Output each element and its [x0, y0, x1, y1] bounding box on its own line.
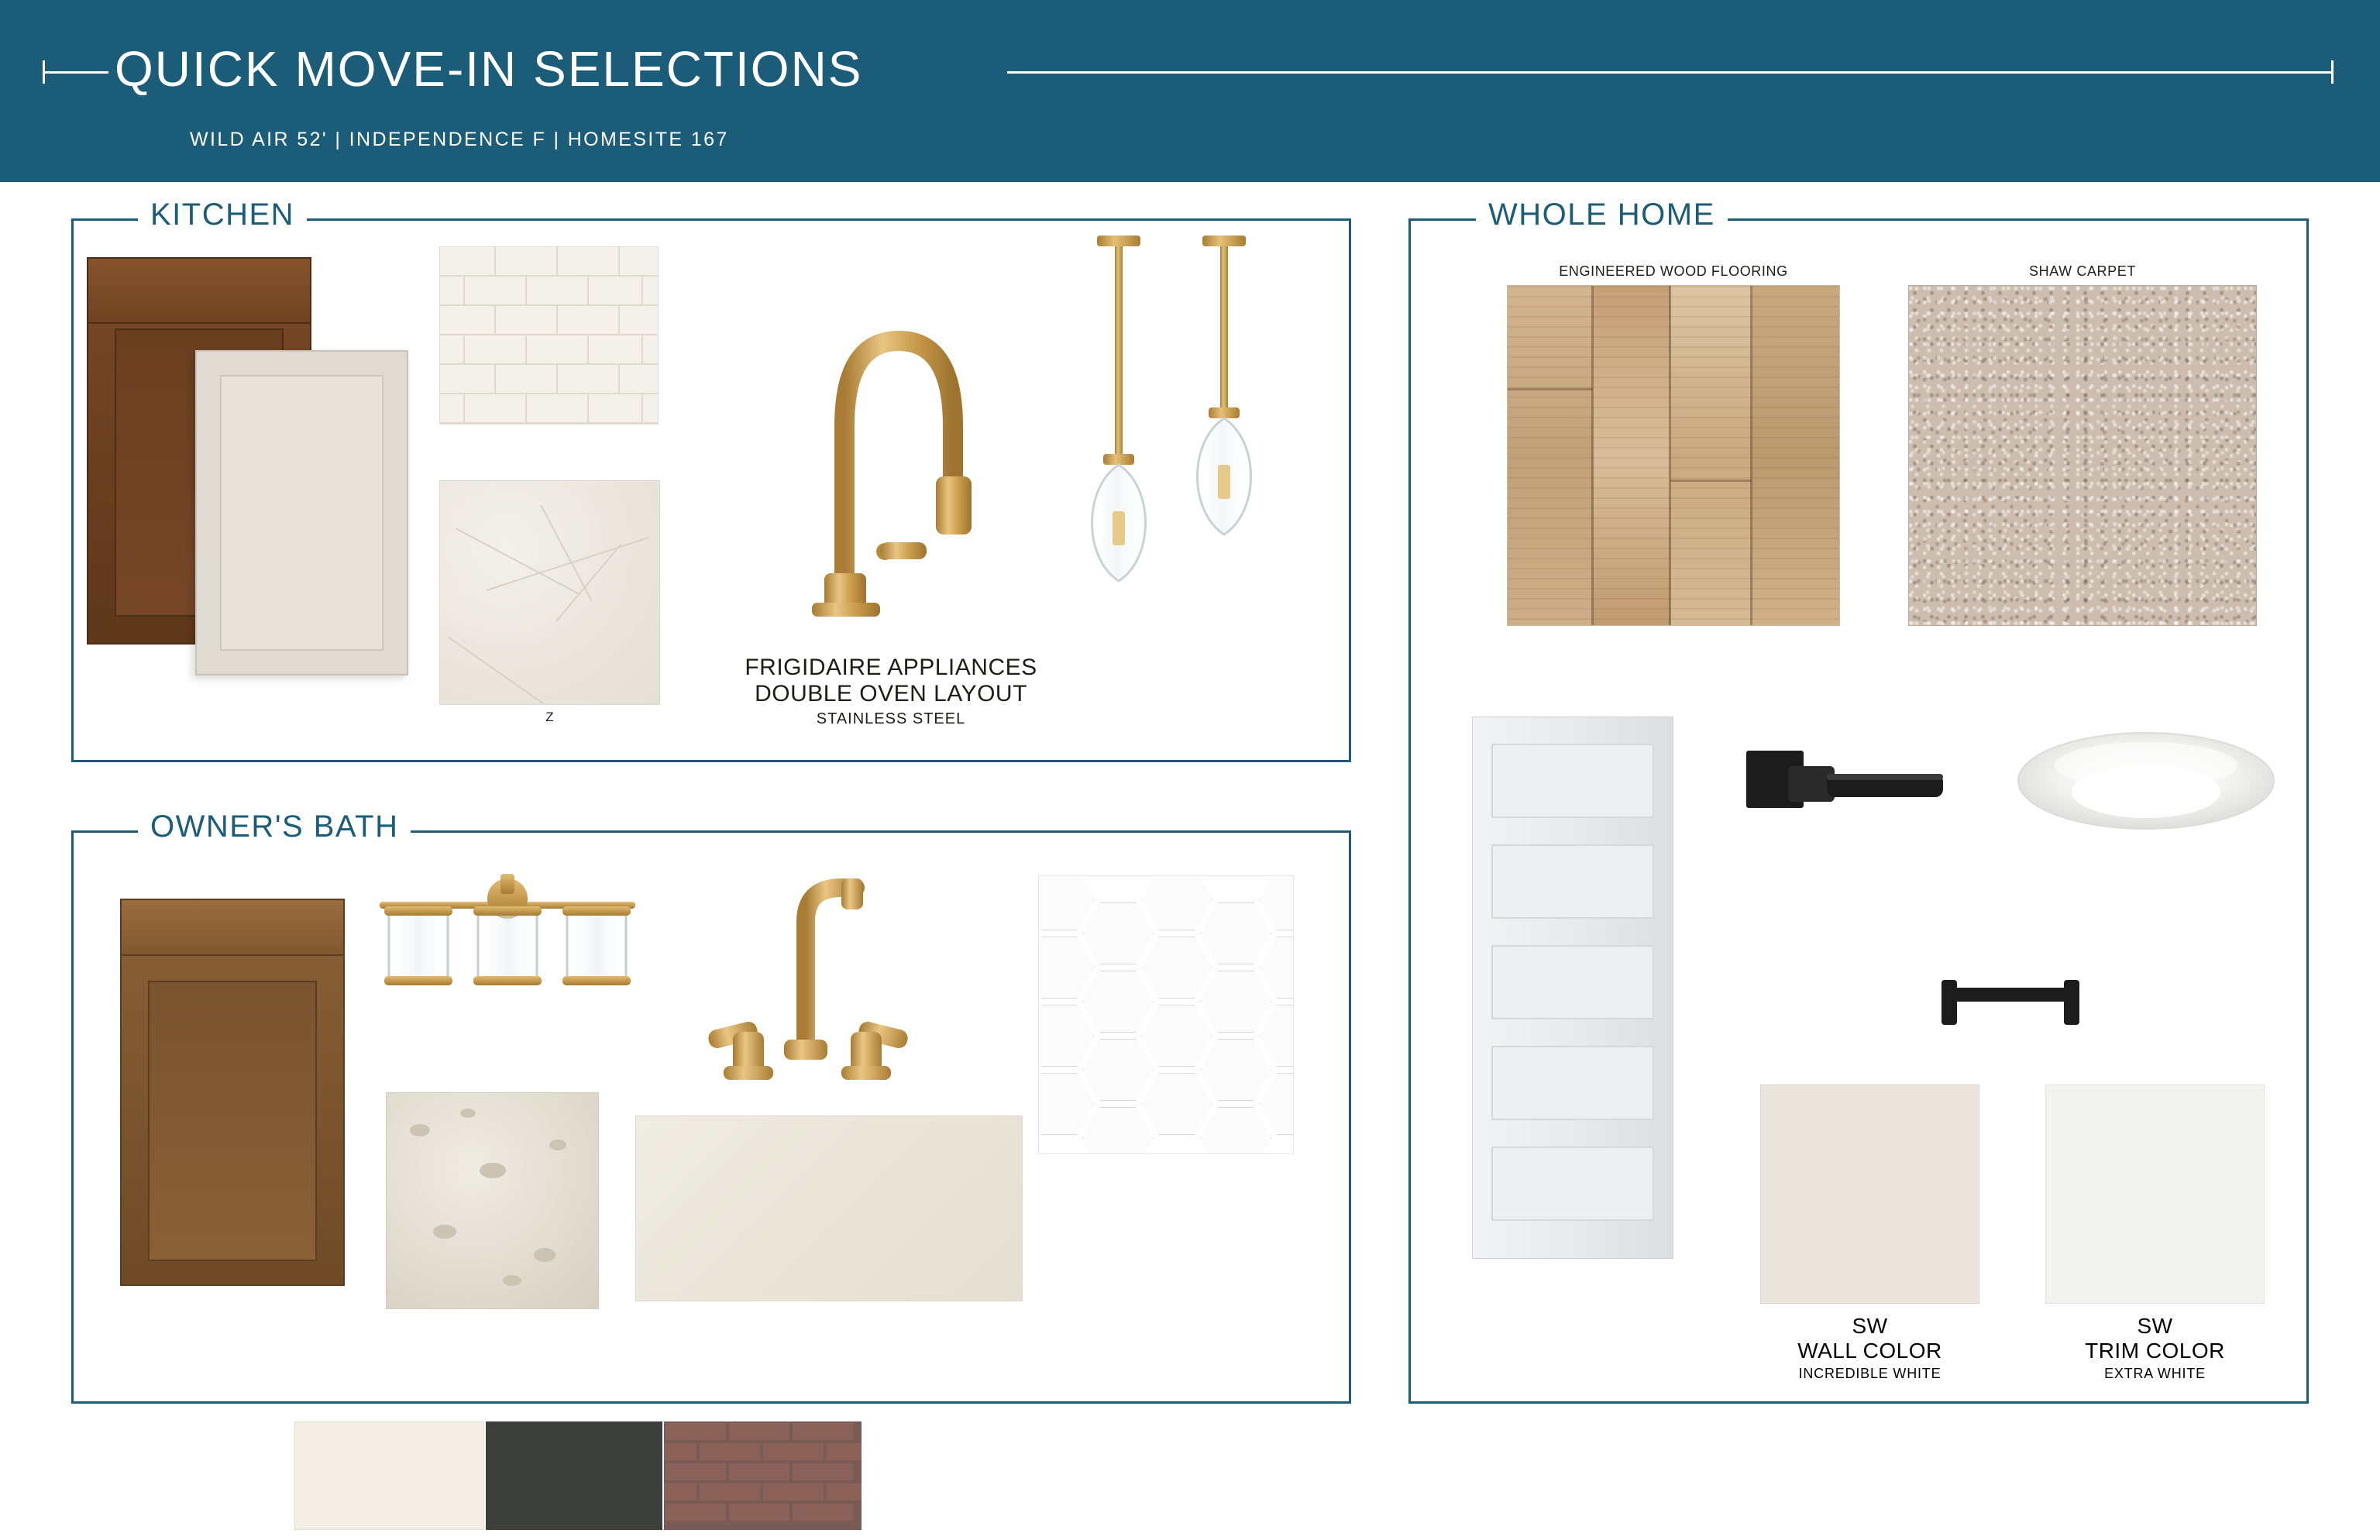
header-rule-cap-right — [2331, 60, 2334, 84]
appliance-line-2: DOUBLE OVEN LAYOUT — [755, 681, 1027, 706]
cabinet-top-rail — [88, 259, 310, 324]
page-subtitle: WILD AIR 52' | INDEPENDENCE F | HOMESITE 167 — [190, 129, 729, 150]
header-rule-right — [1007, 71, 2334, 74]
trim-paint-swatch — [2045, 1085, 2265, 1304]
kitchen-countertop-caption: Z — [545, 710, 554, 724]
bath-wood-vanity-door — [120, 899, 345, 1286]
door-lever-hardware — [1743, 740, 1952, 848]
trim-paint-label: TRIM COLOR — [2085, 1339, 2225, 1363]
towel-bar — [1937, 972, 2084, 1042]
bath-shower-wall-tile — [635, 1115, 1023, 1301]
page-header — [0, 0, 2380, 182]
header-rule-left — [43, 71, 108, 74]
wall-paint-label: WALL COLOR — [1797, 1339, 1942, 1363]
vanity-recessed-panel — [148, 981, 317, 1261]
carpet-caption: SHAW CARPET — [2029, 263, 2136, 279]
appliance-line-3: STAINLESS STEEL — [816, 710, 966, 727]
kitchen-faucet — [806, 310, 976, 620]
engineered-wood-flooring-swatch — [1507, 285, 1840, 626]
cabinet-recessed-panel — [220, 375, 383, 651]
whole-home-panel-label: WHOLE HOME — [1476, 198, 1728, 232]
trim-paint-caption — [2045, 1314, 2265, 1382]
interior-door — [1472, 717, 1673, 1259]
kitchen-quartz-countertop — [439, 480, 660, 705]
wall-paint-color-name: INCREDIBLE WHITE — [1798, 1366, 1941, 1381]
exterior-brick-swatch — [664, 1421, 862, 1530]
appliance-line-1: FRIGIDAIRE APPLIANCES — [745, 655, 1037, 680]
shaw-carpet-swatch — [1908, 285, 2257, 626]
wall-paint-caption — [1760, 1314, 1979, 1382]
kitchen-pendant-lights — [1069, 232, 1271, 697]
kitchen-panel-label: KITCHEN — [138, 198, 307, 232]
bath-hex-floor-tile — [1038, 875, 1294, 1154]
kitchen-painted-cabinet-door — [195, 350, 408, 675]
kitchen-backsplash-tile — [439, 246, 659, 425]
bath-vanity-light-fixture — [364, 868, 651, 1007]
bath-quartz-vanity-top — [386, 1092, 599, 1309]
flooring-caption: ENGINEERED WOOD FLOORING — [1559, 263, 1788, 279]
wall-paint-brand: SW — [1852, 1314, 1888, 1338]
exterior-trim-swatch — [486, 1421, 662, 1530]
bath-widespread-faucet — [690, 860, 930, 1092]
exterior-siding-swatch — [294, 1421, 484, 1530]
flush-mount-light — [2014, 720, 2278, 844]
trim-paint-color-name: EXTRA WHITE — [2104, 1366, 2206, 1381]
wall-paint-swatch — [1760, 1085, 1979, 1304]
trim-paint-brand: SW — [2137, 1314, 2173, 1338]
kitchen-appliance-note — [682, 655, 1100, 728]
vanity-top-rail — [122, 900, 343, 956]
page-title: QUICK MOVE-IN SELECTIONS — [115, 41, 863, 97]
owners-bath-panel-label: OWNER'S BATH — [138, 810, 411, 844]
